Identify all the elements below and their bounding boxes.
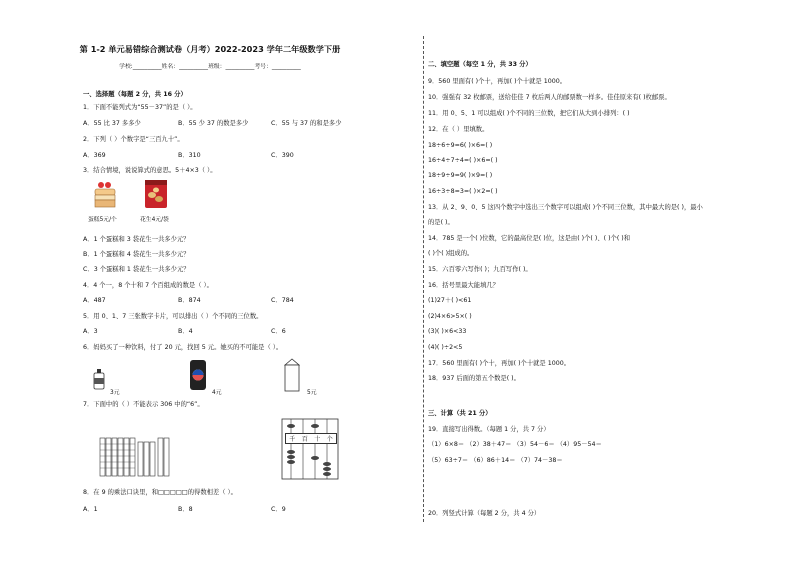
question-13: 13．从 2、9、0、5 这四个数字中选出三个数字可以组成( )个不同三位数，其中最大的是( )，最小: [428, 204, 703, 211]
q1-option-b: B．55 少 37 的数是多少: [178, 120, 249, 127]
question-15: 15．六百零六写作( )；九百写作( )。: [428, 266, 532, 273]
abacus-frame-icon: [281, 418, 339, 480]
section-fill-title: 二、填空题（每空 1 分，共 33 分）: [428, 61, 532, 68]
question-14: 14．785 是一个( )位数，它的最高位是( )位，这是由( )个( )、( )个( )和: [428, 235, 631, 242]
q8-option-a: A．1: [83, 506, 98, 513]
q12-line-b: 16÷4÷7÷4=( )×6=( ): [428, 157, 498, 164]
q12-line-c: 18÷9÷9=9( )×9=( ): [428, 172, 493, 179]
question-13-cont: 的是( )。: [428, 219, 454, 226]
milk-carton-icon: [282, 357, 302, 393]
q12-line-a: 18÷6÷9=6( )×6=( ): [428, 142, 493, 149]
cake-icon: [92, 180, 118, 210]
question-7: 7．下面中的（ ）不能表示 306 中的“6”。: [83, 401, 204, 408]
q3-option-c: C．3 个蛋糕和 1 袋花生一共多少元？: [83, 266, 190, 273]
q2-option-b: B．310: [178, 152, 201, 159]
small-bottle-icon: [92, 368, 106, 390]
question-6: 6．妈妈买了一种饮料，付了 20 元，找回 5 元。她买的不可能是（ ）。: [83, 344, 283, 351]
peanut-price-caption: 花生4元/袋: [140, 217, 169, 223]
q19-row-1: （1）6×8＝ （2）38＋47＝ （3）54－6＝ （4）95－54＝: [428, 441, 602, 448]
section-choice-title: 一、选择题（每题 2 分，共 16 分）: [83, 91, 187, 98]
q1-option-c: C．55 与 37 的和是多少: [271, 120, 342, 127]
q4-option-b: B．874: [178, 297, 201, 304]
question-17: 17．560 里面有( )个十，再加( )个十就是 1000。: [428, 360, 571, 367]
q16-item-4: (4)( )÷2<5: [428, 344, 463, 351]
abacus-place-labels: [285, 433, 337, 444]
question-1: 1．下面不能列式为“55－37”的是（ ）。: [83, 104, 197, 111]
q5-option-c: C．6: [271, 328, 286, 335]
question-4: 4．4 个一，8 个十和 7 个百组成的数是（ ）。: [83, 282, 213, 289]
q5-option-a: A．3: [83, 328, 98, 335]
question-11: 11．用 0、5、1 可以组成( )个不同的三位数，把它们从大到小排列：( ): [428, 110, 630, 117]
drink-price-2: 4元: [212, 390, 222, 396]
q1-option-a: A．55 比 37 多多少: [83, 120, 141, 127]
drink-price-1: 3元: [110, 390, 120, 396]
question-5: 5．用 0、1、7 三张数字卡片，可以排出（ ）个不同的三位数。: [83, 313, 263, 320]
abacus-label-hundreds: 百: [301, 436, 308, 443]
question-14-cont: ( )个( )组成的。: [428, 250, 474, 257]
question-16: 16．括号里最大能填几？: [428, 282, 499, 289]
question-8: 8．在 9 的乘法口诀里，和□□□□□的得数相差（ ）。: [83, 489, 237, 496]
q4-option-c: C．784: [271, 297, 294, 304]
q5-option-b: B．4: [178, 328, 193, 335]
q16-item-3: (3)( )×6<33: [428, 328, 467, 335]
question-20: 20．列竖式计算（每题 2 分，共 4 分）: [428, 510, 541, 517]
question-3: 3．结合情境，说说算式的意思。5＋4×3（ ）。: [83, 167, 217, 174]
abacus-label-thousands: 千: [289, 436, 296, 443]
q3-option-a: A．1 个蛋糕和 3 袋花生一共多少元？: [83, 236, 190, 243]
abacus-figure: [281, 418, 339, 480]
peanut-bag-icon: [143, 178, 169, 210]
q12-line-d: 16÷3÷8=3=( )×2=( ): [428, 188, 498, 195]
student-info-line: 学校:__________姓名：__________班级：__________考号：__________: [119, 64, 301, 70]
q2-option-c: C．390: [271, 152, 294, 159]
q19-row-2: （5）63÷7＝ （6）86＋14＝ （7）74－38＝: [428, 457, 563, 464]
q16-item-2: (2)4×6>5×( ): [428, 313, 472, 320]
q8-option-c: C．9: [271, 506, 286, 513]
soda-can-icon: [188, 358, 208, 392]
question-9: 9．560 里面有( )个十，再加( )个十就是 1000。: [428, 78, 567, 85]
question-10: 10．强强有 32 枚邮票，送给佳佳 7 枚后两人的邮票数一样多。佳佳原来有( )枚邮票。: [428, 94, 671, 101]
question-2: 2．下列（ ）个数字是“三百九十”。: [83, 136, 184, 143]
question-18: 18．937 后面的第五个数是( )。: [428, 375, 520, 382]
section-calc-title: 三、计算（共 21 分）: [428, 410, 492, 417]
question-12: 12．在（ ）里填数。: [428, 126, 489, 133]
exam-title: 第 1-2 单元易错综合测试卷（月考）2022-2023 学年二年级数学下册: [79, 44, 341, 54]
place-value-blocks-icon: [98, 436, 174, 478]
q3-option-b: B．1 个蛋糕和 4 袋花生一共多少元？: [83, 251, 190, 258]
abacus-label-tens: 十: [314, 436, 321, 443]
q8-option-b: B．8: [178, 506, 193, 513]
abacus-label-ones: 个: [326, 436, 333, 443]
q16-item-1: (1)27＋( )<61: [428, 297, 472, 304]
q4-option-a: A．487: [83, 297, 106, 304]
cake-price-caption: 蛋糕5元/个: [88, 217, 117, 223]
column-divider: [423, 36, 424, 522]
drink-price-3: 5元: [307, 390, 317, 396]
q2-option-a: A．369: [83, 152, 106, 159]
question-19: 19．直接写出得数。（每题 1 分，共 7 分）: [428, 426, 550, 433]
